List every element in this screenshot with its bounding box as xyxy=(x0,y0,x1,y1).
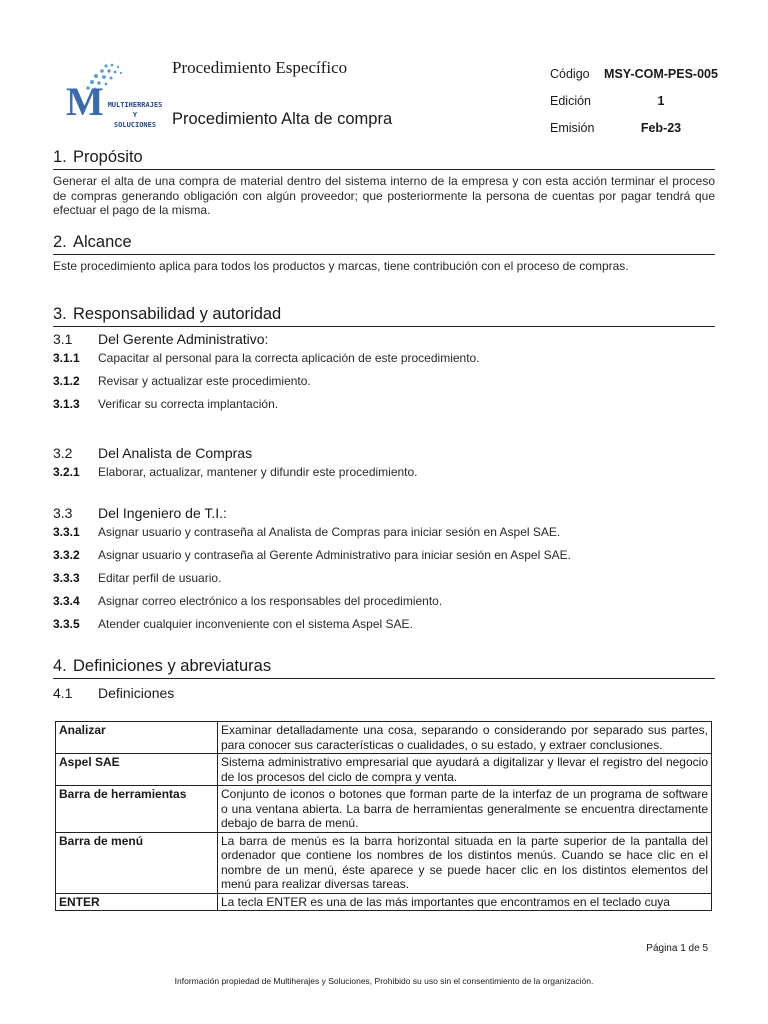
definition-term: ENTER xyxy=(56,893,218,911)
meta-row-edition: Edición 1 xyxy=(550,93,665,108)
subsection-heading: 3.2 Del Analista de Compras xyxy=(53,445,253,461)
list-item: 3.3.3 Editar perfil de usuario. xyxy=(53,571,222,585)
subsection-heading: 3.3 Del Ingeniero de T.I.: xyxy=(53,505,227,521)
list-item: 3.3.4 Asignar correo electrónico a los responsables del procedimiento. xyxy=(53,594,443,608)
table-row xyxy=(56,893,712,911)
list-item: 3.3.5 Atender cualquier inconveniente con el sistema Aspel SAE. xyxy=(53,617,413,631)
document-kind: Procedimiento Específico xyxy=(172,58,348,77)
subsection-heading: 3.1 Del Gerente Administrativo: xyxy=(53,331,269,347)
document-header xyxy=(50,50,720,138)
meta-row-code: Código MSY-COM-PES-005 xyxy=(550,66,718,81)
section-paragraph: Este procedimiento aplica para todos los productos y marcas, tiene contribución con el proceso de compras. xyxy=(53,258,629,273)
page-footer: Información propiedad de Multiherajes y Soluciones, Prohibido su uso sin el consentimiento de la organización. xyxy=(174,976,594,986)
list-item: 3.2.1 Elaborar, actualizar, mantener y difundir este procedimiento. xyxy=(53,465,418,479)
logo-m-letter: M xyxy=(66,79,104,124)
section-heading: 3. Responsabilidad y autoridad xyxy=(53,305,715,327)
document-meta xyxy=(550,60,720,141)
table-row xyxy=(56,786,712,833)
company-logo xyxy=(56,62,174,130)
section-heading: 1. Propósito xyxy=(53,148,715,170)
definitions-table xyxy=(55,721,712,911)
document-title: Procedimiento Alta de compra xyxy=(172,110,393,128)
logo-wordmark: MULTIHERRAJES Y SOLUCIONES xyxy=(107,101,163,129)
definition-text: Sistema administrativo empresarial que ayudará a digitalizar y llevar el registro del negocio de los procesos del ciclo de compra y venta. xyxy=(218,754,712,786)
meta-row-issue: Emisión Feb-23 xyxy=(550,120,682,135)
definition-text: Examinar detalladamente una cosa, separando o considerando por separado sus partes, para conocer sus características o cualidades, o su estado, y extraer conclusiones. xyxy=(218,722,712,754)
definition-text: La tecla ENTER es una de las más importantes que encontramos en el teclado cuya xyxy=(218,893,712,911)
definition-term: Analizar xyxy=(56,722,218,754)
list-item: 3.3.2 Asignar usuario y contraseña al Gerente Administrativo para iniciar sesión en Aspel SAE. xyxy=(53,548,571,562)
table-row xyxy=(56,722,712,754)
definition-term: Barra de herramientas xyxy=(56,786,218,833)
definition-text: Conjunto de iconos o botones que forman parte de la interfaz de un programa de software o una ventana abierta. La barra de herramientas generalmente se encuentra directamente debajo de barra de menú. xyxy=(218,786,712,833)
section-paragraph: Generar el alta de una compra de material dentro del sistema interno de la empresa y con esta acción terminar el proceso de compras generando obligación con algún proveedor; que posteriormente la persona de cuentas por pagar tendrá que efectuar el pago de la misma. xyxy=(53,174,715,217)
subsection-heading: 4.1 Definiciones xyxy=(53,685,175,701)
document-body xyxy=(53,148,715,911)
definition-text: La barra de menús es la barra horizontal situada en la parte superior de la pantalla del ordenador que contiene los nombres de los distintos menús. Cuando se hace clic en el nombre de un menú, éste aparece y se puede hacer clic en los distintos elementos del menú para realizar diversas tareas. xyxy=(218,832,712,893)
table-row xyxy=(56,832,712,893)
list-item: 3.1.1 Capacitar al personal para la correcta aplicación de este procedimiento. xyxy=(53,351,480,365)
section-heading: 4. Definiciones y abreviaturas xyxy=(53,657,715,679)
list-item: 3.3.1 Asignar usuario y contraseña al Analista de Compras para iniciar sesión en Aspel SAE. xyxy=(53,525,561,539)
page-number: Página 1 de 5 xyxy=(646,943,708,954)
section-heading: 2. Alcance xyxy=(53,233,715,255)
list-item: 3.1.3 Verificar su correcta implantación. xyxy=(53,397,279,411)
list-item: 3.1.2 Revisar y actualizar este procedimiento. xyxy=(53,374,311,388)
definition-term: Aspel SAE xyxy=(56,754,218,786)
definition-term: Barra de menú xyxy=(56,832,218,893)
table-row xyxy=(56,754,712,786)
